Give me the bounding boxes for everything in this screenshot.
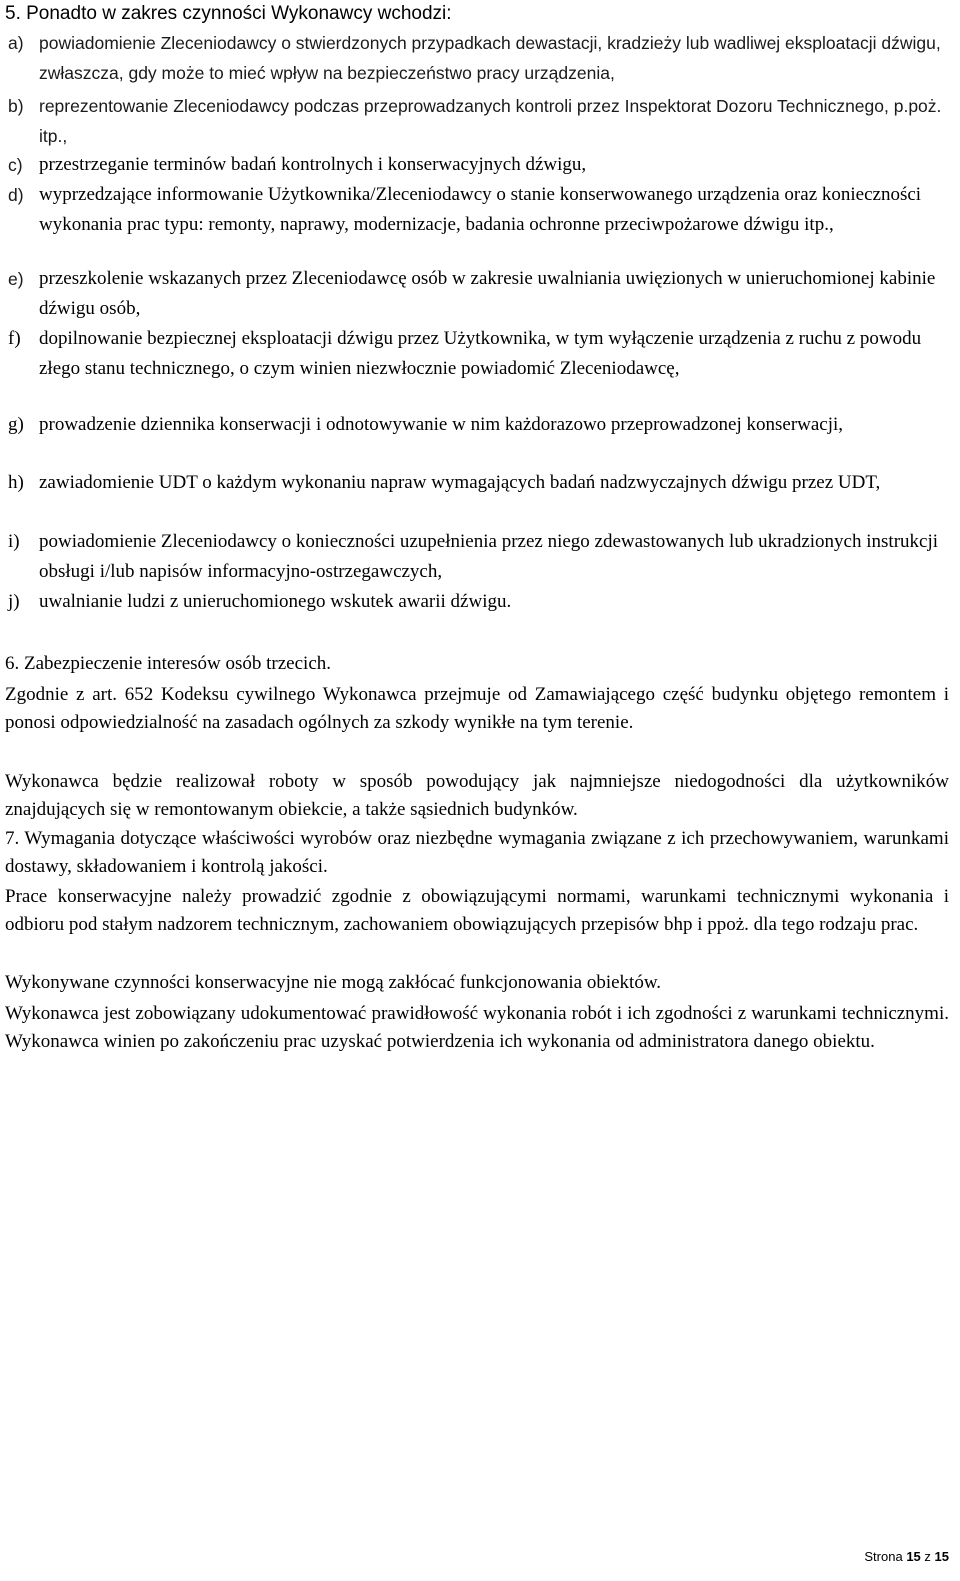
list-marker: b) xyxy=(8,96,24,116)
total-pages: 15 xyxy=(934,1549,949,1564)
list-marker: a) xyxy=(8,33,24,53)
list-marker: d) xyxy=(8,185,24,205)
list-item-a xyxy=(8,28,952,88)
section-7-heading: 7. Wymagania dotyczące właściwości wyrobów oraz niezbędne wymagania związane z ich przechowywaniem, warunkami dostawy, składowaniem i kontrolą jakości. xyxy=(5,828,949,877)
list-marker: e) xyxy=(8,269,24,289)
list-item-text: dopilnowanie bezpiecznej eksploatacji dźwigu przez Użytkownika, w tym wyłączenie urządzenia z ruchu z powodu złego stanu technicznego, o czym winien niezwłocznie powiadomić Zleceniodawcę, xyxy=(39,328,922,379)
list-item-text: powiadomienie Zleceniodawcy o stwierdzonych przypadkach dewastacji, kradzieży lub wadliwej eksploatacji dźwigu, zwłaszcza, gdy może to mieć wpływ na bezpieczeństwo pracy urządzenia, xyxy=(39,33,941,83)
list-item-text: zawiadomienie UDT o każdym wykonaniu napraw wymagających badań nadzwyczajnych dźwigu przez UDT, xyxy=(39,472,881,493)
paragraph: Wykonawca będzie realizował roboty w sposób powodujący jak najmniejsze niedogodności dla użytkowników znajdujących się w remontowanym obiekcie, a także sąsiednich budynków. xyxy=(5,771,949,820)
list-item-g xyxy=(8,410,952,440)
list-marker: c) xyxy=(8,155,23,175)
list-item-text: przeszkolenie wskazanych przez Zleceniodawcę osób w zakresie uwalniania uwięzionych w unieruchomionej kabinie dźwigu osób, xyxy=(39,268,936,319)
paragraph: Prace konserwacyjne należy prowadzić zgodnie z obowiązującymi normami, warunkami technicznymi wykonania i odbioru pod stałym nadzorem technicznym, zachowaniem obowiązujących przepisów bhp i ppoż. dla tego rodzaju prac. xyxy=(5,886,949,935)
list-item-h xyxy=(8,468,952,498)
list-marker: h) xyxy=(8,472,24,493)
paragraph: Zgodnie z art. 652 Kodeksu cywilnego Wykonawca przejmuje od Zamawiającego część budynku objętego remontem i ponosi odpowiedzialność na zasadach ogólnych za szkody wynikłe na tym terenie. xyxy=(5,684,949,733)
list-item-j xyxy=(8,587,952,617)
list-item-text: reprezentowanie Zleceniodawcy podczas przeprowadzanych kontroli przez Inspektorat Dozoru Technicznego, p.poż. itp., xyxy=(39,96,942,146)
current-page: 15 xyxy=(906,1549,921,1564)
list-marker: i) xyxy=(8,531,20,552)
list-item-c xyxy=(8,150,952,180)
list-item-d xyxy=(8,180,952,240)
list-item-e xyxy=(8,264,952,324)
section-6-heading: 6. Zabezpieczenie interesów osób trzecich. xyxy=(5,653,332,674)
page-number-footer xyxy=(864,1548,949,1566)
page-separator: z xyxy=(924,1549,931,1564)
list-item-text: przestrzeganie terminów badań kontrolnych i konserwacyjnych dźwigu, xyxy=(39,154,587,175)
page-label: Strona xyxy=(864,1549,903,1564)
list-item-text: wyprzedzające informowanie Użytkownika/Zleceniodawcy o stanie konserwowanego urządzenia oraz konieczności wykonania prac typu: remonty, naprawy, modernizacje, badania ochronne przeciwpożarowe dźwigu itp., xyxy=(39,184,922,235)
paragraph: Wykonywane czynności konserwacyjne nie mogą zakłócać funkcjonowania obiektów. xyxy=(5,972,662,993)
list-marker: j) xyxy=(8,591,20,612)
paragraph: Wykonawca jest zobowiązany udokumentować prawidłowość wykonania robót i ich zgodności z warunkami technicznymi. Wykonawca winien po zakończeniu prac uzyskać potwierdzenia ich wykonania od administratora danego obiektu. xyxy=(5,1003,949,1052)
list-item-text: powiadomienie Zleceniodawcy o konieczności uzupełnienia przez niego zdewastowanych lub ukradzionych instrukcji obsługi i/lub napisów informacyjno-ostrzegawczych, xyxy=(39,531,939,582)
list-item-b xyxy=(8,91,952,151)
list-marker: f) xyxy=(8,328,21,349)
list-item-f xyxy=(8,324,952,384)
list-item-text: prowadzenie dziennika konserwacji i odnotowywanie w nim każdorazowo przeprowadzonej konserwacji, xyxy=(39,414,844,435)
list-item-i xyxy=(8,527,952,587)
list-item-text: uwalnianie ludzi z unieruchomionego wskutek awarii dźwigu. xyxy=(39,591,512,612)
list-marker: g) xyxy=(8,414,24,435)
section-5-heading: 5. Ponadto w zakres czynności Wykonawcy wchodzi: xyxy=(5,3,452,24)
